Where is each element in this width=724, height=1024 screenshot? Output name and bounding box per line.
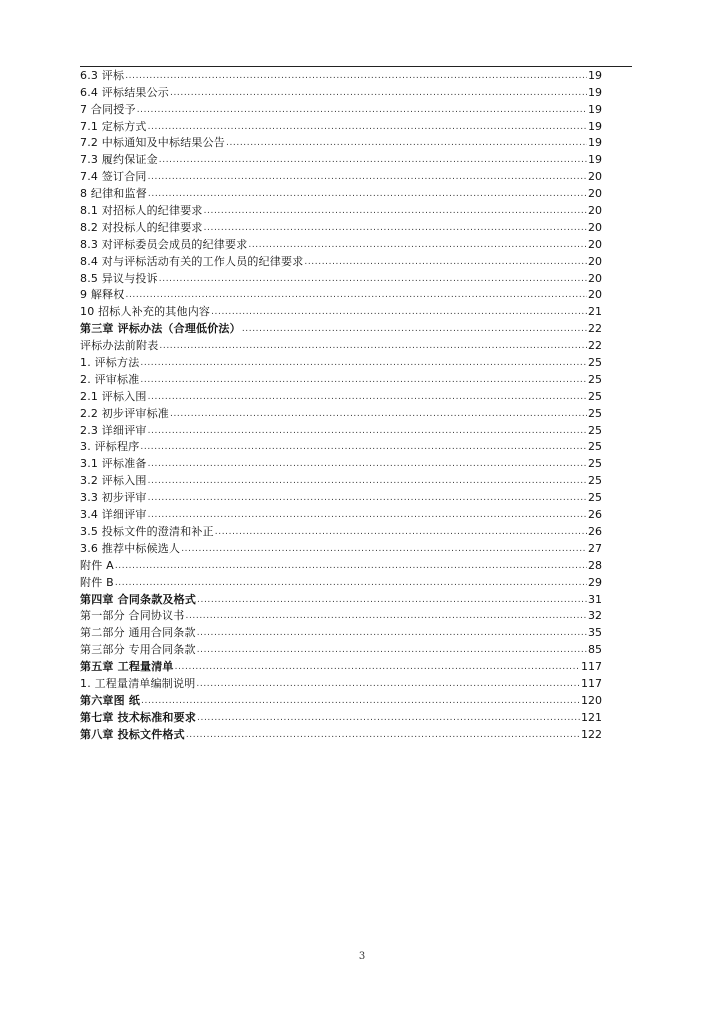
toc-entry[interactable] bbox=[80, 691, 602, 708]
toc-entry[interactable] bbox=[80, 218, 602, 235]
toc-entry-title: 8 纪律和监督 bbox=[80, 187, 147, 201]
toc-entry-page: 20 bbox=[588, 237, 602, 251]
toc-dot-leader bbox=[148, 122, 587, 133]
toc-entry-page: 31 bbox=[588, 592, 602, 606]
toc-entry-title: 6.3 评标 bbox=[80, 68, 125, 82]
toc-entry[interactable] bbox=[80, 404, 602, 421]
toc-entry-page: 22 bbox=[588, 322, 602, 336]
toc-dot-leader bbox=[148, 459, 587, 470]
toc-dot-leader bbox=[137, 105, 587, 116]
toc-entry-title: 第四章 合同条款及格式 bbox=[80, 592, 197, 606]
toc-entry[interactable] bbox=[80, 184, 602, 201]
toc-entry[interactable] bbox=[80, 674, 602, 691]
toc-entry-page: 121 bbox=[581, 710, 602, 724]
toc-entry-title: 第三部分 专用合同条款 bbox=[80, 643, 196, 657]
toc-dot-leader bbox=[148, 493, 587, 504]
toc-entry[interactable] bbox=[80, 235, 602, 252]
toc-dot-leader bbox=[186, 611, 588, 622]
toc-entry-page: 28 bbox=[588, 558, 602, 572]
toc-dot-leader bbox=[148, 426, 587, 437]
toc-entry-title: 7 合同授予 bbox=[80, 102, 136, 116]
toc-dot-leader bbox=[148, 392, 587, 403]
toc-entry-title: 2.3 详细评审 bbox=[80, 423, 147, 437]
toc-entry-page: 35 bbox=[588, 626, 602, 640]
toc-dot-leader bbox=[186, 730, 580, 741]
toc-entry-title: 2.1 评标入围 bbox=[80, 389, 147, 403]
toc-entry-page: 20 bbox=[588, 254, 602, 268]
toc-dot-leader bbox=[211, 307, 587, 318]
toc-entry-title: 8.2 对投标人的纪律要求 bbox=[80, 220, 203, 234]
toc-dot-leader bbox=[126, 290, 588, 301]
toc-dot-leader bbox=[159, 274, 587, 285]
toc-entry-title: 1. 评标方法 bbox=[80, 356, 140, 370]
toc-entry[interactable] bbox=[80, 83, 602, 100]
toc-entry-page: 25 bbox=[588, 423, 602, 437]
toc-dot-leader bbox=[148, 172, 587, 183]
page-number: 3 bbox=[358, 951, 366, 962]
toc-entry-title: 10 招标人补充的其他内容 bbox=[80, 305, 211, 319]
toc-entry[interactable] bbox=[80, 505, 602, 522]
toc-dot-leader bbox=[226, 138, 587, 149]
toc-dot-leader bbox=[141, 696, 580, 707]
toc-entry-page: 85 bbox=[588, 643, 602, 657]
toc-entry[interactable] bbox=[80, 725, 602, 742]
toc-entry[interactable] bbox=[80, 640, 602, 657]
toc-entry-title: 3.5 投标文件的澄清和补正 bbox=[80, 524, 214, 538]
toc-entry-title: 第六章图 纸 bbox=[80, 693, 141, 707]
toc-dot-leader bbox=[159, 341, 587, 352]
toc-entry-title: 评标办法前附表 bbox=[80, 339, 159, 353]
toc-dot-leader bbox=[248, 240, 587, 251]
toc-entry-title: 第二部分 通用合同条款 bbox=[80, 626, 196, 640]
toc-entry-page: 20 bbox=[588, 204, 602, 218]
toc-dot-leader bbox=[140, 375, 587, 386]
toc-entry-title: 3. 评标程序 bbox=[80, 440, 140, 454]
toc-entry[interactable] bbox=[80, 100, 602, 117]
toc-entry[interactable] bbox=[80, 252, 602, 269]
toc-entry-title: 3.2 评标入围 bbox=[80, 474, 147, 488]
toc-dot-leader bbox=[204, 223, 587, 234]
toc-entry-title: 附件 B bbox=[80, 575, 114, 589]
toc-entry-title: 3.6 推荐中标候选人 bbox=[80, 541, 181, 555]
toc-entry-page: 19 bbox=[588, 102, 602, 116]
toc-entry-page: 19 bbox=[588, 119, 602, 133]
toc-entry[interactable] bbox=[80, 353, 602, 370]
toc-entry[interactable] bbox=[80, 438, 602, 455]
toc-entry-page: 25 bbox=[588, 356, 602, 370]
toc-dot-leader bbox=[125, 71, 587, 82]
toc-entry[interactable] bbox=[80, 286, 602, 303]
toc-entry[interactable] bbox=[80, 201, 602, 218]
toc-entry-page: 32 bbox=[588, 609, 602, 623]
toc-entry[interactable] bbox=[80, 573, 602, 590]
toc-entry-title: 第七章 技术标准和要求 bbox=[80, 710, 197, 724]
toc-entry[interactable] bbox=[80, 421, 602, 438]
toc-entry-page: 25 bbox=[588, 440, 602, 454]
toc-entry-page: 21 bbox=[588, 305, 602, 319]
toc-dot-leader bbox=[148, 510, 587, 521]
toc-entry-page: 25 bbox=[588, 457, 602, 471]
table-of-contents bbox=[80, 66, 602, 742]
toc-entry[interactable] bbox=[80, 150, 602, 167]
toc-dot-leader bbox=[181, 544, 587, 555]
toc-entry[interactable] bbox=[80, 269, 602, 286]
toc-entry-page: 20 bbox=[588, 187, 602, 201]
toc-entry[interactable] bbox=[80, 539, 602, 556]
toc-entry[interactable] bbox=[80, 607, 602, 624]
toc-entry-page: 25 bbox=[588, 389, 602, 403]
toc-entry[interactable] bbox=[80, 556, 602, 573]
toc-entry-page: 120 bbox=[581, 693, 602, 707]
toc-entry-title: 6.4 评标结果公示 bbox=[80, 85, 169, 99]
toc-dot-leader bbox=[170, 88, 587, 99]
toc-entry[interactable] bbox=[80, 167, 602, 184]
toc-entry-page: 19 bbox=[588, 85, 602, 99]
toc-entry-title: 8.5 异议与投诉 bbox=[80, 271, 158, 285]
toc-entry-page: 26 bbox=[588, 508, 602, 522]
toc-dot-leader bbox=[196, 679, 580, 690]
toc-entry[interactable] bbox=[80, 471, 602, 488]
toc-entry-title: 1. 工程量清单编制说明 bbox=[80, 676, 196, 690]
toc-entry[interactable] bbox=[80, 117, 602, 134]
toc-entry[interactable] bbox=[80, 522, 602, 539]
toc-dot-leader bbox=[197, 595, 587, 606]
toc-entry-page: 25 bbox=[588, 474, 602, 488]
toc-entry[interactable] bbox=[80, 302, 602, 319]
toc-dot-leader bbox=[197, 713, 580, 724]
toc-entry[interactable] bbox=[80, 590, 602, 607]
toc-entry-page: 19 bbox=[588, 153, 602, 167]
toc-dot-leader bbox=[148, 476, 587, 487]
toc-entry-title: 7.2 中标通知及中标结果公告 bbox=[80, 136, 225, 150]
toc-dot-leader bbox=[140, 442, 587, 453]
toc-entry-page: 19 bbox=[588, 68, 602, 82]
toc-entry[interactable] bbox=[80, 387, 602, 404]
toc-entry-title: 2.2 初步评审标准 bbox=[80, 406, 169, 420]
toc-entry-page: 19 bbox=[588, 136, 602, 150]
toc-entry-page: 20 bbox=[588, 271, 602, 285]
toc-entry-page: 22 bbox=[588, 339, 602, 353]
toc-entry-page: 27 bbox=[588, 541, 602, 555]
toc-entry[interactable] bbox=[80, 488, 602, 505]
toc-dot-leader bbox=[170, 409, 587, 420]
toc-dot-leader bbox=[159, 155, 587, 166]
toc-dot-leader bbox=[204, 206, 587, 217]
toc-entry-page: 20 bbox=[588, 288, 602, 302]
toc-entry-page: 20 bbox=[588, 220, 602, 234]
toc-entry-page: 117 bbox=[581, 660, 602, 674]
toc-dot-leader bbox=[175, 662, 580, 673]
toc-dot-leader bbox=[304, 257, 587, 268]
toc-dot-leader bbox=[115, 561, 587, 572]
toc-entry-title: 8.3 对评标委员会成员的纪律要求 bbox=[80, 237, 248, 251]
toc-entry-title: 9 解释权 bbox=[80, 288, 125, 302]
toc-dot-leader bbox=[140, 358, 587, 369]
toc-entry-page: 25 bbox=[588, 491, 602, 505]
toc-entry[interactable] bbox=[80, 708, 602, 725]
toc-entry-title: 第五章 工程量清单 bbox=[80, 660, 174, 674]
toc-entry-title: 8.4 对与评标活动有关的工作人员的纪律要求 bbox=[80, 254, 304, 268]
toc-dot-leader bbox=[242, 324, 587, 335]
toc-entry[interactable] bbox=[80, 623, 602, 640]
toc-entry-title: 7.3 履约保证金 bbox=[80, 153, 158, 167]
toc-entry[interactable] bbox=[80, 657, 602, 674]
toc-entry-page: 117 bbox=[581, 676, 602, 690]
toc-entry-title: 附件 A bbox=[80, 558, 114, 572]
toc-entry-page: 122 bbox=[581, 727, 602, 741]
toc-dot-leader bbox=[215, 527, 587, 538]
toc-entry[interactable] bbox=[80, 454, 602, 471]
toc-entry[interactable] bbox=[80, 319, 602, 336]
toc-entry-title: 3.4 详细评审 bbox=[80, 508, 147, 522]
toc-entry[interactable] bbox=[80, 336, 602, 353]
toc-entry[interactable] bbox=[80, 66, 602, 83]
toc-dot-leader bbox=[197, 628, 587, 639]
toc-entry-page: 25 bbox=[588, 372, 602, 386]
toc-entry-title: 第一部分 合同协议书 bbox=[80, 609, 185, 623]
toc-entry-title: 8.1 对招标人的纪律要求 bbox=[80, 204, 203, 218]
toc-entry-title: 3.3 初步评审 bbox=[80, 491, 147, 505]
toc-entry-title: 7.1 定标方式 bbox=[80, 119, 147, 133]
toc-entry-title: 第八章 投标文件格式 bbox=[80, 727, 185, 741]
toc-entry-title: 7.4 签订合同 bbox=[80, 170, 147, 184]
toc-entry-page: 26 bbox=[588, 524, 602, 538]
toc-entry-title: 3.1 评标准备 bbox=[80, 457, 147, 471]
toc-entry-title: 第三章 评标办法（合理低价法） bbox=[80, 322, 241, 336]
toc-entry[interactable] bbox=[80, 134, 602, 151]
toc-entry-page: 29 bbox=[588, 575, 602, 589]
toc-dot-leader bbox=[197, 645, 587, 656]
toc-entry-page: 25 bbox=[588, 406, 602, 420]
toc-entry-title: 2. 评审标准 bbox=[80, 372, 140, 386]
toc-entry[interactable] bbox=[80, 370, 602, 387]
toc-dot-leader bbox=[148, 189, 587, 200]
toc-entry-page: 20 bbox=[588, 170, 602, 184]
toc-dot-leader bbox=[115, 578, 587, 589]
